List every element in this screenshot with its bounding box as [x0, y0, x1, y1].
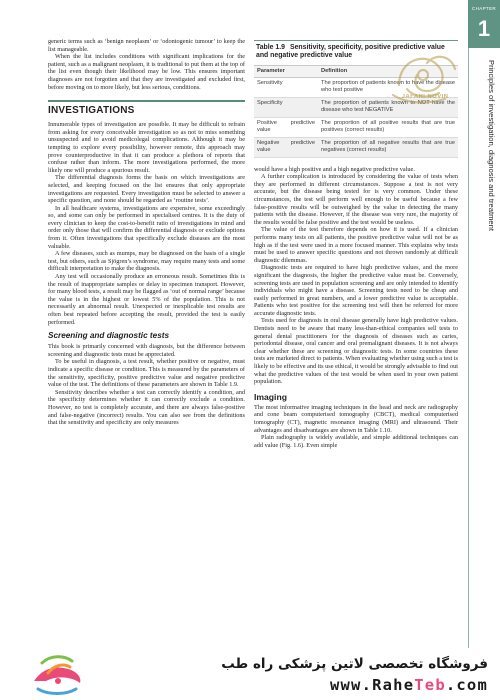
- row-parameter: Sensitivity: [254, 77, 318, 97]
- investigations-paragraph-2: The differential diagnosis forms the basis on which investigations are selected, and keeping focused on the list ensures that only appropriate investigations are requested. Every investigation must be selected to answer a specific question, and none should be regarded as ‘routine tests’.: [48, 174, 245, 205]
- chapter-side-tab: [462, 0, 500, 700]
- header-parameter: Parameter: [254, 66, 318, 78]
- table-row: [254, 137, 458, 157]
- sub-heading-imaging: Imaging: [254, 391, 287, 402]
- right-paragraph-1: would have a high positive and a high negative predictive value.: [254, 165, 415, 173]
- right-paragraph-5: Tests used for diagnosis in oral disease generally have high predictive values. Dentists need to be aware that many less-than-ethical companies sell tests to general dental practitioners for the diagnosis of diseases such as caries, periodontal disease, oral cancer and oral premalignant diseases. It is not always clear whether these are screening or diagnostic tests. In some countries these tests are marketed direct to patients. When evaluating whether using such a test is likely to be effective and its use ethical, it would be strongly advisable to find out what the predictive values of the test would be when used in your own patient population.: [254, 317, 458, 386]
- footer-url-accent: Teb: [414, 676, 446, 694]
- sub-heading-screening: Screening and diagnostic tests: [48, 331, 170, 341]
- watermark-logo-icon: [383, 45, 465, 115]
- right-paragraph-2: A further complication is introduced by considering the value of tests when they are performed in different circumstances. Suppose a test is not very accurate, but the disease being tested for is very common. Under these circumstances, the test will perform well enough to be useful because a few false-positive results will be outweighed by the value in detecting the many patients with the disease. However, if the disease was very rare, the majority of the results would be false positive and the test would be useless.: [254, 173, 458, 226]
- investigations-paragraph-5: Any test will occasionally produce an erroneous result. Sometimes this is the result of inappropriate samples or delay in specimen transport. However, for many blood tests, a result may be flagged as ‘out of normal range’ because the value is in the highest or lowest 5% of the population. This is not necessarily an abnormal result. Unexpected or inexplicable test results are often best repeated before accepting the result, provided the test is easily performed.: [48, 273, 245, 326]
- table-row: [254, 117, 458, 137]
- chapter-running-title: Principles of investigation, diagnosis and treatment: [487, 60, 496, 231]
- row-definition: The proportion of all positive results that are true positives (correct results): [318, 117, 458, 137]
- row-definition: The proportion of all negative results that are true negatives (correct results): [318, 137, 458, 157]
- row-definition: The proportion of patients known to NOT have the disease who test NEGATIVE: [318, 97, 458, 117]
- investigations-paragraph-3: In all healthcare systems, investigations are expensive, some exceedingly so, and some can only be performed in specialised centres. It is the duty of every clinician to keep the cost-to-benefit ratio of investigations in mind and order only those that will confirm the differential diagnosis or exclude options from it. Often investigations that specifically exclude diseases are the most valuable.: [48, 204, 245, 250]
- right-paragraph-3: The value of the test therefore depends on how it is used. If a clinician performs many tests on all patients, the positive predictive value will not be as high as if the test were used in a more focused manner. This explains why tests must be used to answer specific questions and not thrown randomly at difficult diagnostic dilemmas.: [254, 226, 458, 264]
- chapter-label: CHAPTER: [471, 6, 497, 11]
- header-definition: Definition: [318, 66, 458, 78]
- intro-paragraph-2: When the list includes conditions with significant implications for the patient, such as a malignant neoplasm, it is traditional to put them at the top of the list even though their likelihood may be low. This ensures important diagnoses are not forgotten and that they are investigated and excluded first, before moving on to more likely, but less serious, conditions.: [48, 53, 245, 91]
- chapter-number: 1: [477, 16, 491, 41]
- investigations-paragraph-4: A few diseases, such as mumps, may be diagnosed on the basis of a single test, but others, such as Sjögren’s syndrome, may require many tests and some difficult interpretation to make the diagnosis.: [48, 250, 245, 273]
- table-caption: Sensitivity, specificity, positive predictive value and negative predictive value: [256, 44, 445, 60]
- imaging-paragraph-2: Plain radiography is widely available, and simple additional techniques can add value (Fig. 1.6). Even simple: [254, 434, 458, 449]
- left-column: [48, 38, 245, 646]
- row-parameter: Positive predictive value: [254, 117, 318, 137]
- footer-url-suffix: .com: [445, 676, 488, 694]
- table-number: Table 1.9: [256, 44, 285, 51]
- row-parameter: Specificity: [254, 97, 318, 117]
- footer-url-prefix: www.Rahe: [329, 676, 415, 694]
- right-paragraph-4: Diagnostic tests are required to have high predictive values, and the more significant the diagnosis, the higher the predictive value must be. Conversely, screening tests are used in population screening and are only intended to identify individuals who might have a disease. Screening tests need to be cheap and easily performed in great numbers, and a lower predictive value is acceptable. Patients who test positive for the screening test will then be referred for more accurate diagnostic tests.: [254, 264, 458, 317]
- footer-store-name: فروشگاه تخصصی لاتین پزشکی راه طب: [221, 656, 488, 672]
- investigations-paragraph-1: Innumerable types of investigation are possible. It may be difficult to refrain from asking for every conceivable investigation so as not to miss something unsuspected and to avoid medicolegal complications. Although it may be tempting to explore every possibility, however remote, this approach may prove counterproductive in that it can produce a plethora of reports that confuse rather than inform. The more investigations performed, the more likely one will produce a spurious result.: [48, 121, 245, 174]
- screening-paragraph-1: This book is primarily concerned with diagnosis, but the difference between screening and diagnostic tests must be appreciated.: [48, 343, 245, 358]
- screening-paragraph-2: To be useful in diagnosis, a test result, whether positive or negative, must indicate a specific disease or condition. This is measured by the parameters of the sensitivity, specificity, positive predictive value and negative predictive value of the test. The definitions of these parameters are shown in Table 1.9.: [48, 358, 245, 389]
- row-parameter: Negative predictive value: [254, 137, 318, 157]
- right-column: [254, 40, 458, 646]
- footer-website-link[interactable]: [170, 676, 488, 694]
- tab-divider: [468, 48, 469, 648]
- section-heading-investigations: INVESTIGATIONS: [48, 100, 245, 117]
- rahe-teb-logo-icon: [28, 651, 86, 697]
- imaging-paragraph-1: The most informative imaging techniques in the head and neck are radiography and cone beam computerised tomography (CBCT), medical computerised tomography (CT), magnetic resonance imaging (MRI) and ultrasound. Their advantages and disadvantages are shown in Table 1.10.: [254, 403, 458, 434]
- intro-paragraph-1: generic terms such as ‘benign neoplasm’ or ‘odontogenic tumour’ to keep the list manageable.: [48, 38, 245, 53]
- watermark-text: JAFARI NOVIN: [401, 94, 449, 100]
- screening-paragraph-3: Sensitivity describes whether a test can correctly identify a condition, and the specificity determines whether it can correctly exclude a condition. However, no test is completely accurate, and there are always false-positive and false-negative (incorrect) results. You can also see from the definitions that the sensitivity and specificity are only measures: [48, 388, 245, 427]
- row-definition: The proportion of patients known to have the disease who test positive: [318, 77, 458, 97]
